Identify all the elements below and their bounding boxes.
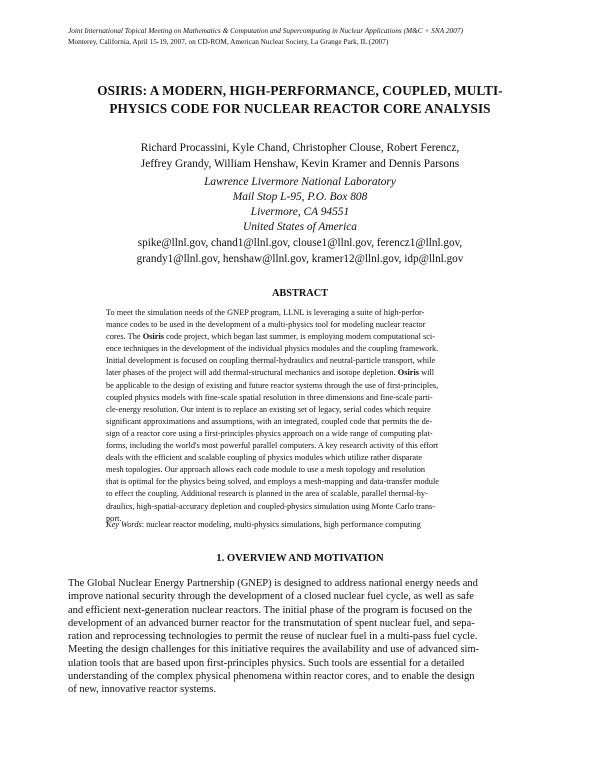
abstract-line: that is optimal for the physics being solved, and employs a mesh-mapping and data-transfer module <box>106 477 439 487</box>
abstract-body <box>106 307 500 525</box>
section-body <box>68 577 532 697</box>
abstract-line: port. <box>106 513 122 523</box>
paper-title <box>68 82 532 118</box>
keywords-label: Key Words <box>106 520 142 529</box>
body-line: understanding of the complex physical phenomena within reactor cores, and to enable the design <box>68 671 475 683</box>
abstract-line: later phases of the project will add thermal-structural mechanics and isotope depletion. Osiris will <box>106 368 435 378</box>
abstract-line: to effect the coupling. Additional research is planned in the area of scalable, parallel thermal-hy- <box>106 489 428 499</box>
emails-line-2: grandy1@llnl.gov, henshaw@llnl.gov, kramer12@llnl.gov, idp@llnl.gov <box>136 252 464 265</box>
body-line: The Global Nuclear Energy Partnership (GNEP) is designed to address national energy needs and <box>68 578 478 589</box>
body-line: improve national security through the development of a closed nuclear fuel cycle, as well as safe <box>68 591 474 603</box>
body-line: ration and reprocessing technologies to permit the reuse of nuclear fuel in a multi-pass fuel cycle. <box>68 631 478 643</box>
osiris-name: Osiris <box>397 368 420 378</box>
affiliation-line-3: Livermore, CA 94551 <box>250 206 350 218</box>
abstract-line: Initial development is focused on coupling thermal-hydraulics and neutral-particle transport, while <box>106 356 436 366</box>
conference-header <box>68 26 538 47</box>
abstract-line: cores. The Osiris code project, which began last summer, is employing modern computational sci- <box>106 332 436 342</box>
body-line: development of an advanced burner reactor for the transmutation of spent nuclear fuel, and sepa- <box>68 617 475 629</box>
body-line: Meeting the design challenges for this initiative requires the availability and use of advanced sim- <box>68 644 480 656</box>
keywords-text: : nuclear reactor modeling, multi-physics simulations, high performance computing <box>141 520 421 529</box>
authors-line-2: Jeffrey Grandy, William Henshaw, Kevin Kramer and Dennis Parsons <box>140 158 460 170</box>
abstract-line: deals with the efficient and scalable coupling of physics modules which utilize rather disparate <box>106 453 423 463</box>
abstract-line: forms, including the world's most powerful parallel computers. A key research activity of this effort <box>106 441 439 451</box>
affiliation <box>68 175 532 235</box>
title-line-2: PHYSICS CODE FOR NUCLEAR REACTOR CORE ANALYSIS <box>109 101 491 116</box>
emails-line-1: spike@llnl.gov, chand1@llnl.gov, clouse1@llnl.gov, ferencz1@llnl.gov, <box>137 237 463 249</box>
body-line: and efficient next-generation nuclear reactors. The initial phase of the program is focused on the <box>68 604 472 616</box>
abstract-line: sign of a reactor core using a first-principles physics approach on a wide range of computing plat- <box>106 428 433 438</box>
affiliation-line-1: Lawrence Livermore National Laboratory <box>204 176 396 188</box>
abstract-line: mance codes to be used in the development of a multi-physics tool for modeling nuclear reactor <box>106 320 426 330</box>
body-line: ulation tools that are based upon first-principles physics. Such tools are essential for a detailed <box>68 657 465 669</box>
affiliation-line-2: Mail Stop L-95, P.O. Box 808 <box>232 191 368 203</box>
authors-line-1: Richard Procassini, Kyle Chand, Christopher Clouse, Robert Ferencz, <box>140 142 460 154</box>
abstract-line: mesh topologies. Our approach allows each code module to use a mesh topology and resolution <box>106 465 426 475</box>
abstract-line: cle-energy resolution. Our intent is to replace an existing set of legacy, serial codes which require <box>106 404 431 414</box>
title-line-1: OSIRIS: A MODERN, HIGH-PERFORMANCE, COUPLED, MULTI- <box>97 83 503 98</box>
body-line: of new, innovative reactor systems. <box>68 684 217 696</box>
author-list <box>68 140 532 172</box>
abstract-line: coupled physics models with fine-scale spatial resolution in three dimensions and fine-scale parti- <box>106 392 433 402</box>
keywords <box>106 519 500 531</box>
abstract-line: draulics, high-spatial-accuracy depletion and coupled-physics simulation using Monte Carlo trans- <box>106 501 436 511</box>
abstract-line: significant approximations and assumptions, with an integrated, coupled code that permits the de- <box>106 416 433 426</box>
abstract-line: be applicable to the design of existing and future reactor systems through the use of first-principles, <box>106 380 439 390</box>
section-heading: 1. OVERVIEW AND MOTIVATION <box>216 553 384 564</box>
header-line-2: Monterey, California, April 15-19, 2007, on CD-ROM, American Nuclear Society, La Grange Park, IL (2007) <box>68 36 389 46</box>
affiliation-line-4: United States of America <box>243 221 357 233</box>
osiris-name: Osiris <box>142 332 165 342</box>
header-line-1: Joint International Topical Meeting on Mathematics & Computation and Supercomputing in Nuclear Applications (M&C + SNA 2007) <box>68 26 463 35</box>
abstract-heading: ABSTRACT <box>271 288 329 299</box>
abstract-line: To meet the simulation needs of the GNEP program, LLNL is leveraging a suite of high-perfor- <box>106 308 425 317</box>
abstract-line: ence techniques in the development of the individual physics modules and the coupling framework. <box>106 344 439 354</box>
author-emails <box>68 236 532 267</box>
